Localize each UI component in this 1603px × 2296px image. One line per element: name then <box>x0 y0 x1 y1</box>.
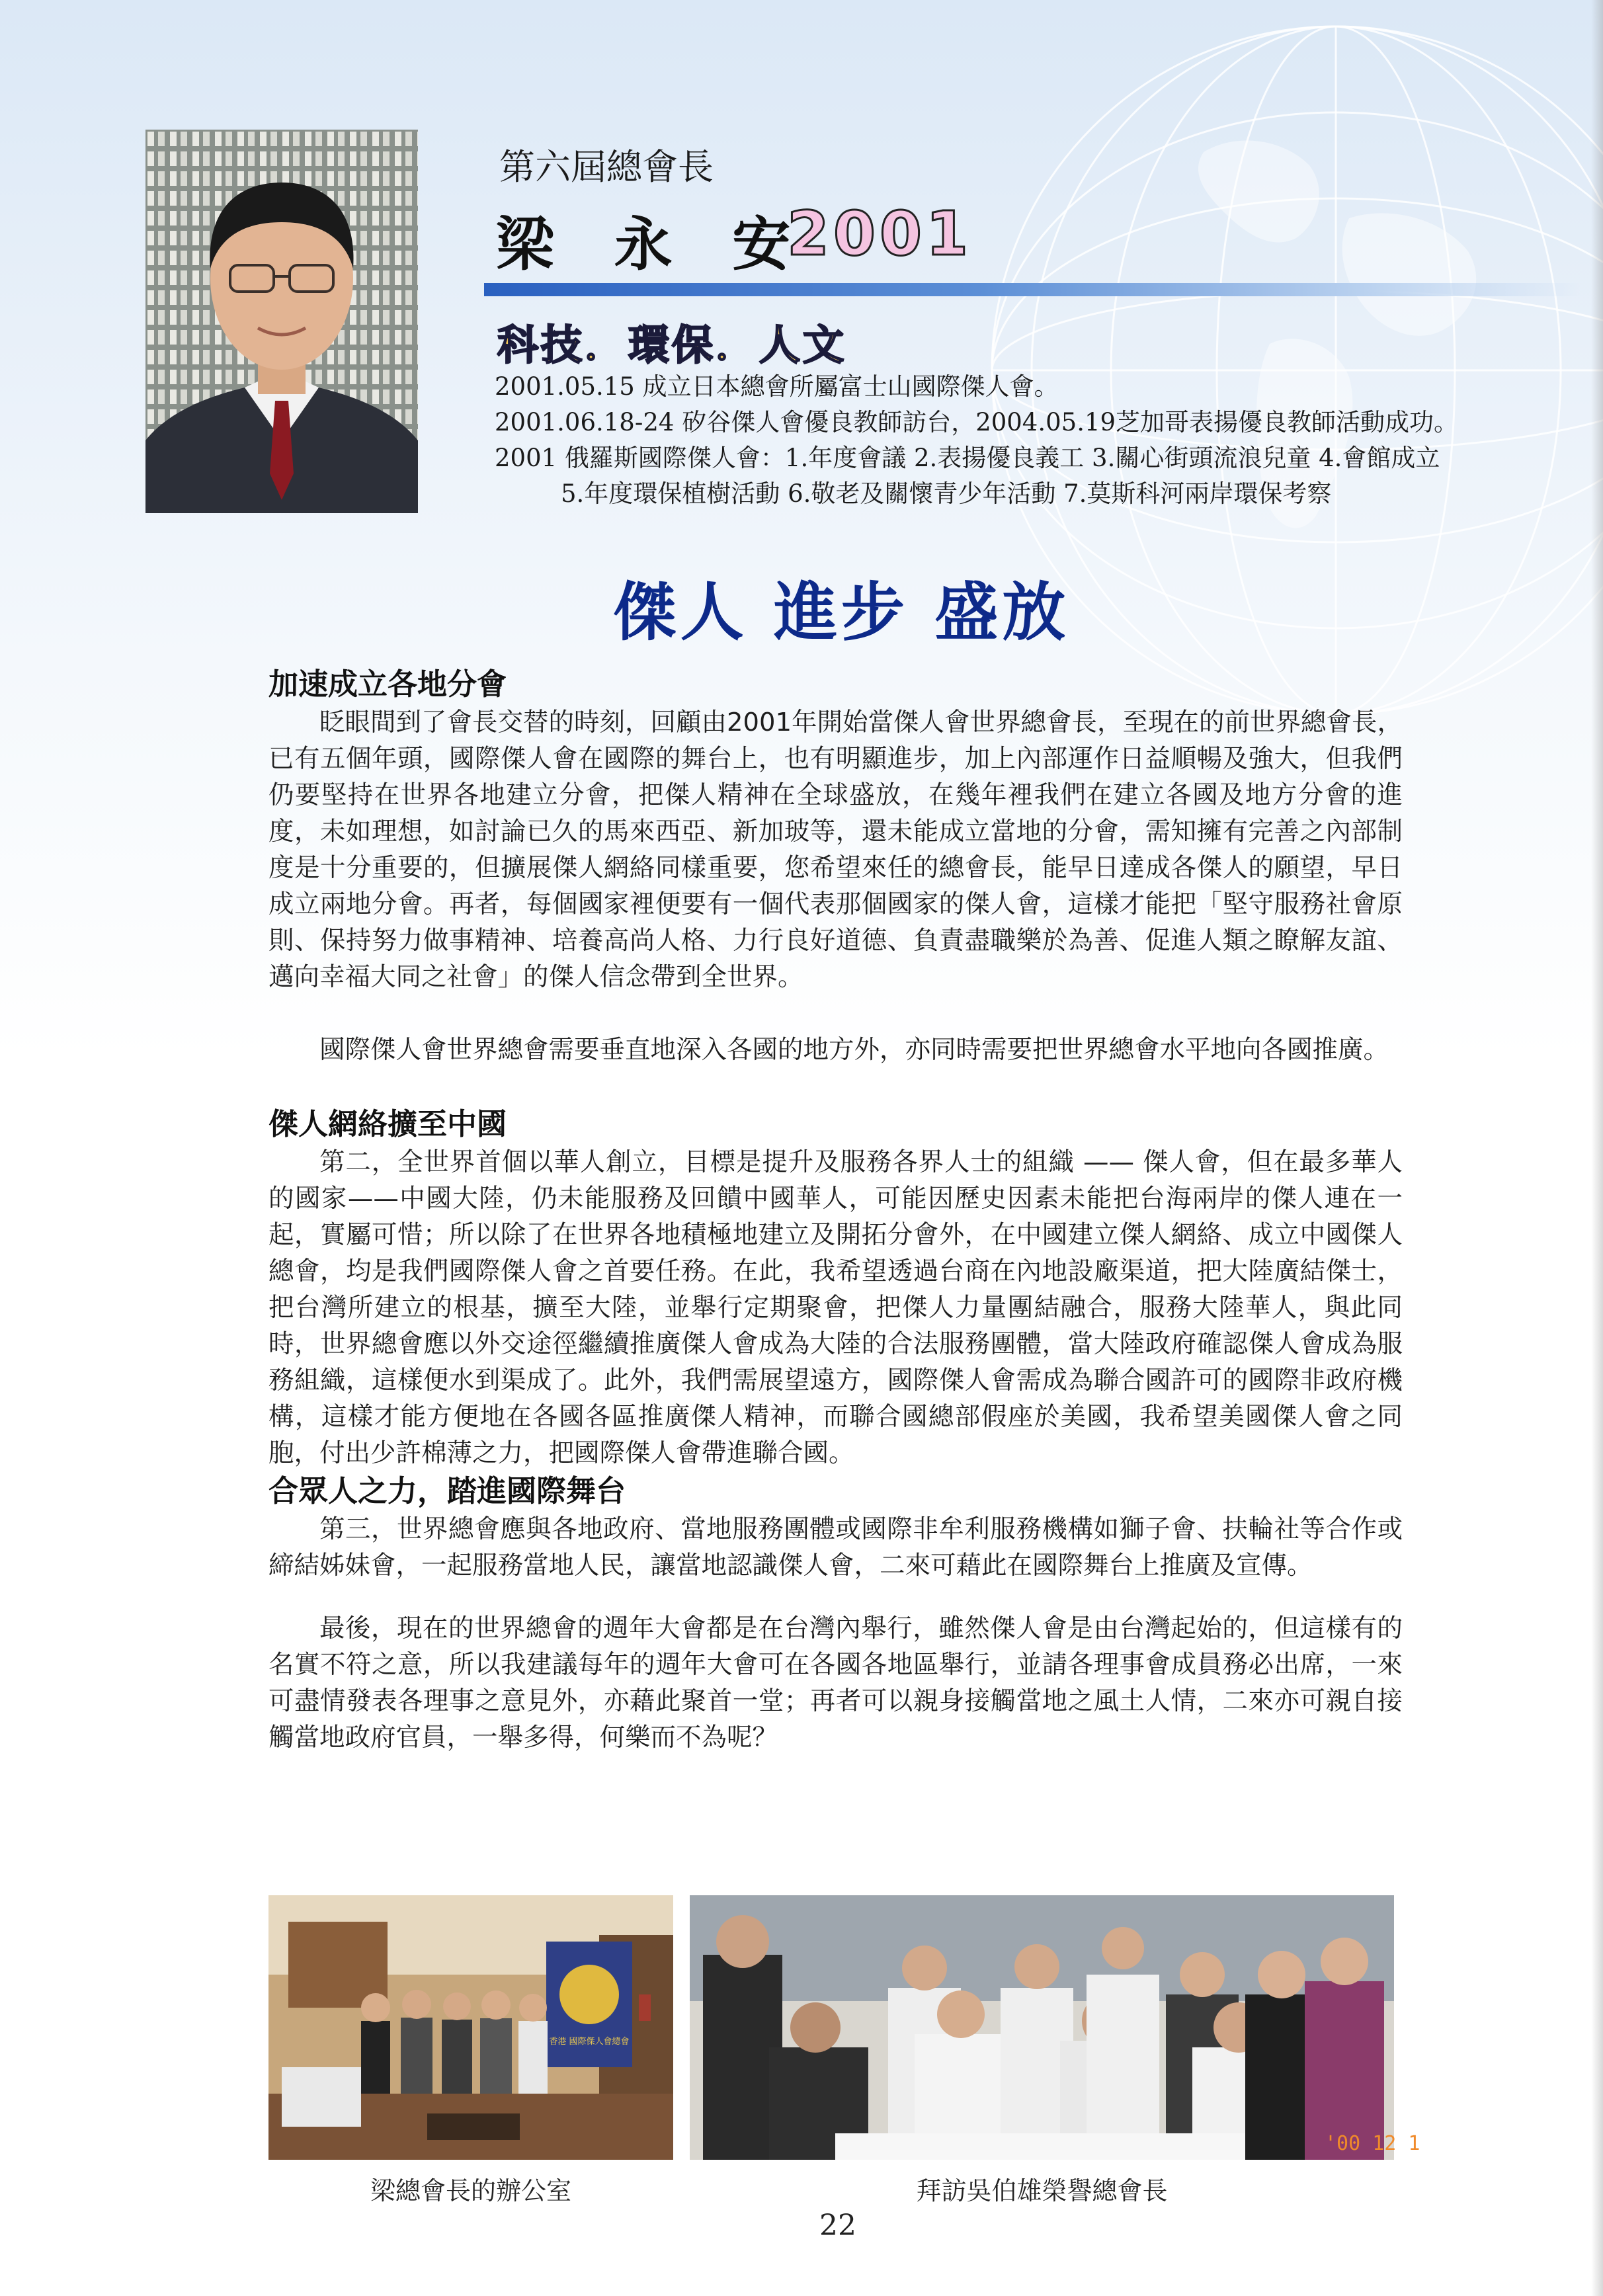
timeline-entry: 2001 俄羅斯國際傑人會：1.年度會議 2.表揚優良義工 3.關心街頭流浪兒童 4.會館成立 <box>495 444 1440 472</box>
article-paragraph: 第三，世界總會應與各地政府、當地服務團體或國際非牟利服務機構如獅子會、扶輪社等合作或締結姊妹會，一起服務當地人民，讓當地認識傑人會，二來可藉此在國際舞台上推廣及宣傳。 <box>268 1514 1403 1580</box>
photo-caption: 拜訪吳伯雄榮譽總會長 <box>916 2176 1168 2205</box>
office-banner-text: 香港 國際傑人會總會 <box>549 2037 630 2047</box>
header-divider-bar <box>484 283 1582 296</box>
timeline-entry: 2001.06.18-24 矽谷傑人會優良教師訪台，2004.05.19芝加哥表揚優良教師活動成功。 <box>495 408 1459 436</box>
timeline-list <box>495 369 1586 512</box>
article-paragraph: 眨眼間到了會長交替的時刻，回顧由2001年開始當傑人會世界總會長，至現在的前世界總會長，已有五個年頭，國際傑人會在國際的舞台上，也有明顯進步，加上內部運作日益順暢及強大，但我們仍要堅持在世界各地建立分會，把傑人精神在全球盛放，在幾年裡我們在建立各國及地方分會的進度，未如理想，如討論已久的馬來西亞、新加玻等，還未能成立當地的分會，需知擁有完善之內部制度是十分重要的，但擴展傑人網絡同樣重要，您希望來任的總會長，能早日達成各傑人的願望，早日成立兩地分會。再者，每個國家裡便要有一個代表那個國家的傑人會，這樣才能把「堅守服務社會原則、保持努力做事精神、培養高尚人格、力行良好道德、負責盡職樂於為善、促進人類之瞭解友誼、邁向幸福大同之社會」的傑人信念帶到全世界。 <box>268 708 1403 992</box>
president-portrait-photo <box>145 130 418 513</box>
article-paragraph: 國際傑人會世界總會需要垂直地深入各國的地方外，亦同時需要把世界總會水平地向各國推廣。 <box>319 1035 1389 1065</box>
timeline-entry: 5.年度環保植樹活動 6.敬老及關懷青少年活動 7.莫斯科河兩岸環保考察 <box>561 479 1332 508</box>
visit-photo <box>690 1895 1420 2160</box>
photo-date-stamp: '00 12 1 <box>1325 2132 1420 2155</box>
page-binding-shadow <box>1591 0 1603 2296</box>
section-heading: 合眾人之力，踏進國際舞台 <box>268 1473 626 1508</box>
article-paragraph: 最後，現在的世界總會的週年大會都是在台灣內舉行，雖然傑人會是由台灣起始的，但這樣有的名實不符之意，所以我建議每年的週年大會可在各國各地區舉行，並請各理事會成員務必出席，一來可盡情發表各理事之意見外，亦藉此聚首一堂；再者可以親身接觸當地之風土人情，二來亦可親自接觸當地政府官員，一舉多得，何樂而不為呢？ <box>268 1614 1403 1752</box>
president-name: 梁 永 安 <box>496 210 811 278</box>
article-paragraph: 第二，全世界首個以華人創立，目標是提升及服務各界人士的組織 —— 傑人會，但在最多華人的國家——中國大陸，仍未能服務及回饋中國華人，可能因歷史因素未能把台海兩岸的傑人連在一起，實屬可惜；所以除了在世界各地積極地建立及開拓分會外，在中國建立傑人網絡、成立中國傑人總會，均是我們國際傑人會之首要任務。在此，我希望透過台商在內地設廠渠道，把大陸廣結傑士，把台灣所建立的根基，擴至大陸，並舉行定期聚會，把傑人力量團結融合，服務大陸華人，與此同時，世界總會應以外交途徑繼續推廣傑人會成為大陸的合法服務團體，當大陸政府確認傑人會成為服務組織，這樣便水到渠成了。此外，我們需展望遠方，國際傑人會需成為聯合國許可的國際非政府機構，這樣才能方便地在各國各區推廣傑人精神，而聯合國總部假座於美國，我希望美國傑人會之同胞，付出少許棉薄之力，把國際傑人會帶進聯合國。 <box>268 1147 1403 1468</box>
term-year: 2001 <box>787 198 973 269</box>
article-body <box>268 665 1403 1756</box>
motto-heading: 科技．環保．人文 <box>497 321 847 369</box>
section-heading: 傑人網絡擴至中國 <box>268 1106 507 1141</box>
office-photo <box>268 1895 673 2160</box>
page-number: 22 <box>819 2209 856 2242</box>
main-title: 傑人 進步 盛放 <box>612 575 1070 649</box>
timeline-entry: 2001.05.15 成立日本總會所屬富士山國際傑人會。 <box>495 372 1059 401</box>
section-heading: 加速成立各地分會 <box>268 667 507 702</box>
photo-caption: 梁總會長的辦公室 <box>370 2176 571 2205</box>
president-term-title: 第六屆總會長 <box>499 146 714 188</box>
